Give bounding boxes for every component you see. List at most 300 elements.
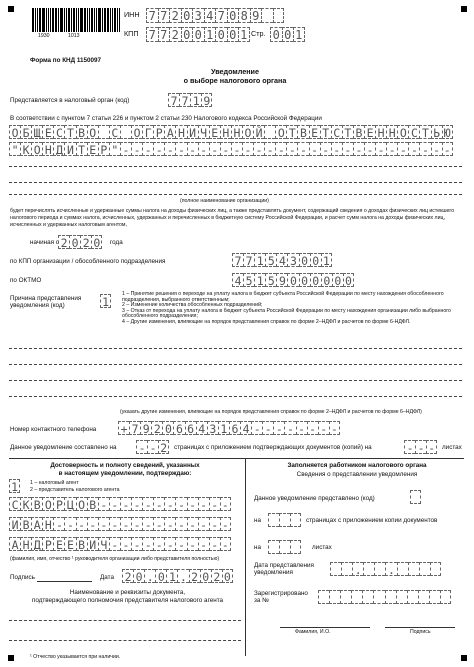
input-cell[interactable]: 1 bbox=[9, 479, 20, 493]
input-cell[interactable]: - bbox=[175, 142, 186, 156]
pages-cells[interactable] bbox=[136, 440, 169, 454]
input-cell[interactable]: 9 bbox=[250, 8, 262, 23]
input-cell[interactable]: - bbox=[87, 517, 98, 531]
input-cell[interactable] bbox=[429, 590, 440, 604]
input-cell[interactable]: 0 bbox=[227, 8, 239, 23]
input-cell[interactable]: - bbox=[342, 142, 353, 156]
input-cell[interactable] bbox=[397, 562, 408, 576]
input-cell[interactable]: 4 bbox=[240, 421, 251, 435]
signer-surname[interactable] bbox=[9, 497, 231, 511]
reason-cell[interactable] bbox=[100, 294, 111, 308]
input-cell[interactable]: - bbox=[142, 142, 153, 156]
input-cell[interactable]: 1 bbox=[321, 253, 332, 267]
input-cell[interactable]: - bbox=[364, 142, 375, 156]
office-pages-cells[interactable] bbox=[268, 513, 301, 527]
input-cell[interactable]: Н bbox=[375, 125, 386, 139]
input-cell[interactable]: Е bbox=[309, 125, 320, 139]
input-cell[interactable]: 1 bbox=[238, 27, 250, 42]
input-cell[interactable]: - bbox=[209, 497, 220, 511]
input-cell[interactable]: - bbox=[251, 421, 262, 435]
input-cell[interactable] bbox=[279, 540, 290, 554]
input-cell[interactable] bbox=[385, 590, 396, 604]
input-cell[interactable]: 0 bbox=[343, 273, 354, 287]
input-cell[interactable]: . bbox=[385, 562, 396, 576]
input-cell[interactable]: 0 bbox=[69, 235, 80, 249]
input-cell[interactable] bbox=[98, 125, 109, 139]
input-cell[interactable]: Е bbox=[53, 537, 64, 551]
other-line-2[interactable] bbox=[9, 364, 462, 365]
input-cell[interactable] bbox=[418, 590, 429, 604]
input-cell[interactable]: 4 bbox=[232, 273, 243, 287]
input-cell[interactable]: 4 bbox=[196, 421, 207, 435]
input-cell[interactable]: 7 bbox=[146, 27, 158, 42]
doc-line-2[interactable] bbox=[9, 640, 241, 641]
input-cell[interactable]: - bbox=[307, 421, 318, 435]
phone-cells[interactable] bbox=[118, 421, 340, 435]
date-cells[interactable] bbox=[122, 569, 233, 583]
input-cell[interactable] bbox=[290, 513, 301, 527]
input-cell[interactable]: А bbox=[9, 537, 20, 551]
input-cell[interactable]: - bbox=[120, 142, 131, 156]
input-cell[interactable]: 1 bbox=[204, 27, 216, 42]
page-label: Стр. bbox=[251, 29, 266, 38]
input-cell[interactable]: - bbox=[131, 497, 142, 511]
input-cell[interactable]: - bbox=[220, 142, 231, 156]
input-cell[interactable]: - bbox=[198, 142, 209, 156]
input-cell[interactable]: - bbox=[76, 517, 87, 531]
input-cell[interactable]: Ц bbox=[64, 497, 75, 511]
input-cell[interactable]: - bbox=[120, 537, 131, 551]
input-cell[interactable]: Е bbox=[87, 142, 98, 156]
input-cell[interactable]: - bbox=[286, 142, 297, 156]
input-cell[interactable]: - bbox=[153, 517, 164, 531]
submitted-code-cell[interactable] bbox=[410, 490, 421, 504]
input-cell[interactable]: - bbox=[164, 517, 175, 531]
signer-patronymic[interactable] bbox=[9, 537, 231, 551]
input-cell[interactable]: 0 bbox=[227, 27, 239, 42]
input-cell[interactable]: Е bbox=[209, 125, 220, 139]
input-cell[interactable]: 1 bbox=[190, 93, 201, 107]
input-cell[interactable]: 7 bbox=[158, 8, 170, 23]
input-cell[interactable]: 9 bbox=[140, 421, 151, 435]
input-cell[interactable]: Д bbox=[31, 537, 42, 551]
input-cell[interactable]: - bbox=[275, 142, 286, 156]
page-cells[interactable] bbox=[270, 27, 305, 42]
other-line-3[interactable] bbox=[9, 380, 462, 381]
input-cell[interactable]: И bbox=[87, 537, 98, 551]
input-cell[interactable]: 0 bbox=[287, 273, 298, 287]
input-cell[interactable]: - bbox=[153, 142, 164, 156]
barcode-bar bbox=[102, 8, 103, 32]
inn-cells[interactable] bbox=[146, 8, 284, 23]
input-cell[interactable]: 1 bbox=[254, 253, 265, 267]
input-cell[interactable]: 1 bbox=[218, 421, 229, 435]
input-cell[interactable]: И bbox=[64, 142, 75, 156]
input-cell[interactable]: - bbox=[353, 142, 364, 156]
input-cell[interactable]: В bbox=[353, 125, 364, 139]
barcode-bar bbox=[73, 8, 75, 32]
input-cell[interactable]: - bbox=[98, 517, 109, 531]
input-cell[interactable]: - bbox=[297, 142, 308, 156]
input-cell[interactable]: - bbox=[419, 142, 430, 156]
attachments-cells[interactable] bbox=[404, 440, 437, 454]
input-cell[interactable]: - bbox=[198, 517, 209, 531]
input-cell[interactable]: 5 bbox=[265, 273, 276, 287]
input-cell[interactable]: - bbox=[404, 440, 415, 454]
org-name-line-5[interactable] bbox=[9, 194, 462, 195]
input-cell[interactable]: - bbox=[309, 142, 320, 156]
input-cell[interactable]: - bbox=[253, 142, 264, 156]
input-cell[interactable] bbox=[120, 125, 131, 139]
input-cell[interactable]: 0 bbox=[310, 273, 321, 287]
input-cell[interactable]: - bbox=[198, 497, 209, 511]
input-cell[interactable]: Н bbox=[386, 125, 397, 139]
input-cell[interactable]: - bbox=[386, 142, 397, 156]
input-cell[interactable]: Р bbox=[53, 497, 64, 511]
input-cell[interactable] bbox=[373, 590, 384, 604]
input-cell[interactable]: 1 bbox=[254, 273, 265, 287]
input-cell[interactable]: 0 bbox=[282, 27, 294, 42]
input-cell[interactable]: - bbox=[109, 497, 120, 511]
input-cell[interactable]: 7 bbox=[158, 27, 170, 42]
input-cell[interactable] bbox=[264, 125, 275, 139]
input-cell[interactable]: Е bbox=[42, 125, 53, 139]
other-line-1[interactable] bbox=[9, 348, 462, 349]
office-signature-field[interactable] bbox=[385, 627, 455, 628]
input-cell[interactable]: - bbox=[120, 497, 131, 511]
input-cell[interactable]: 0 bbox=[91, 235, 102, 249]
input-cell[interactable]: Т bbox=[419, 125, 430, 139]
input-cell[interactable]: 0 bbox=[299, 273, 310, 287]
input-cell[interactable]: 2 bbox=[58, 235, 69, 249]
input-cell[interactable]: 5 bbox=[265, 253, 276, 267]
office-sheets-cells[interactable] bbox=[268, 540, 301, 554]
input-cell[interactable]: - bbox=[209, 537, 220, 551]
input-cell[interactable]: - bbox=[142, 497, 153, 511]
input-cell[interactable] bbox=[410, 490, 421, 504]
input-cell[interactable]: . bbox=[352, 562, 363, 576]
input-cell[interactable]: - bbox=[273, 421, 284, 435]
input-cell[interactable]: Г bbox=[142, 125, 153, 139]
input-cell[interactable]: Т bbox=[76, 142, 87, 156]
input-cell[interactable]: - bbox=[153, 497, 164, 511]
input-cell[interactable]: - bbox=[320, 142, 331, 156]
input-cell[interactable]: - bbox=[264, 142, 275, 156]
other-line-4[interactable] bbox=[9, 396, 462, 397]
oktmo-cells[interactable] bbox=[232, 273, 354, 287]
office-date-cells[interactable] bbox=[330, 562, 441, 576]
input-cell[interactable]: - bbox=[187, 537, 198, 551]
input-cell[interactable]: 3 bbox=[287, 253, 298, 267]
input-cell[interactable] bbox=[351, 590, 362, 604]
input-cell[interactable]: - bbox=[397, 142, 408, 156]
input-cell[interactable]: Р bbox=[42, 537, 53, 551]
input-cell[interactable] bbox=[290, 540, 301, 554]
input-cell[interactable]: - bbox=[98, 497, 109, 511]
barcode-bar bbox=[37, 8, 38, 32]
input-cell[interactable]: С bbox=[331, 125, 342, 139]
input-cell[interactable]: " bbox=[9, 142, 20, 156]
input-cell[interactable]: Т bbox=[64, 125, 75, 139]
input-cell[interactable]: 7 bbox=[129, 421, 140, 435]
org-name-line-1[interactable] bbox=[9, 125, 453, 139]
input-cell[interactable]: - bbox=[209, 517, 220, 531]
input-cell[interactable]: 6 bbox=[229, 421, 240, 435]
input-cell[interactable] bbox=[407, 590, 418, 604]
input-cell[interactable]: - bbox=[131, 537, 142, 551]
org-name-line-2[interactable] bbox=[9, 142, 453, 156]
input-cell[interactable]: А bbox=[31, 517, 42, 531]
input-cell[interactable]: - bbox=[220, 537, 231, 551]
input-cell[interactable] bbox=[363, 562, 374, 576]
input-cell[interactable]: - bbox=[187, 142, 198, 156]
input-cell[interactable]: 3 bbox=[192, 8, 204, 23]
input-cell[interactable]: О bbox=[242, 125, 253, 139]
input-cell[interactable]: В bbox=[87, 497, 98, 511]
input-cell[interactable]: Щ bbox=[31, 125, 42, 139]
input-cell[interactable]: 0 bbox=[215, 27, 227, 42]
input-cell[interactable] bbox=[396, 590, 407, 604]
input-cell[interactable] bbox=[329, 590, 340, 604]
input-cell[interactable]: 0 bbox=[310, 253, 321, 267]
input-cell[interactable]: - bbox=[198, 537, 209, 551]
input-cell[interactable] bbox=[330, 562, 341, 576]
doc-line-1[interactable] bbox=[9, 620, 241, 621]
input-cell[interactable]: 4 bbox=[276, 253, 287, 267]
input-cell[interactable]: - bbox=[175, 497, 186, 511]
input-cell[interactable]: - bbox=[164, 537, 175, 551]
input-cell[interactable]: 7 bbox=[243, 253, 254, 267]
input-cell[interactable]: - bbox=[53, 517, 64, 531]
input-cell[interactable]: 0 bbox=[321, 273, 332, 287]
input-cell[interactable]: Ю bbox=[442, 125, 453, 139]
signature-field[interactable] bbox=[37, 581, 92, 582]
input-cell[interactable]: 8 bbox=[238, 8, 250, 23]
signer-code-cell[interactable] bbox=[9, 479, 20, 493]
input-cell[interactable]: 0 bbox=[270, 27, 282, 42]
input-cell[interactable]: 0 bbox=[332, 273, 343, 287]
input-cell[interactable]: Е bbox=[64, 537, 75, 551]
input-cell[interactable]: 0 bbox=[181, 8, 193, 23]
input-cell[interactable]: Ь bbox=[431, 125, 442, 139]
input-cell[interactable]: О bbox=[42, 497, 53, 511]
input-cell[interactable]: + bbox=[118, 421, 129, 435]
input-cell[interactable] bbox=[440, 590, 451, 604]
input-cell[interactable] bbox=[268, 513, 279, 527]
on-label: на bbox=[254, 517, 261, 524]
input-cell[interactable]: Н bbox=[42, 517, 53, 531]
input-cell[interactable]: Р bbox=[153, 125, 164, 139]
input-cell[interactable]: - bbox=[120, 517, 131, 531]
input-cell[interactable]: В bbox=[20, 517, 31, 531]
input-cell[interactable]: 1 bbox=[100, 294, 111, 308]
input-cell[interactable]: О bbox=[131, 125, 142, 139]
input-cell[interactable]: - bbox=[175, 517, 186, 531]
input-cell[interactable]: К bbox=[20, 497, 31, 511]
input-cell[interactable]: 0 bbox=[200, 569, 211, 583]
input-cell[interactable]: 2 bbox=[80, 235, 91, 249]
input-cell[interactable]: 0 bbox=[192, 27, 204, 42]
input-cell[interactable]: Е bbox=[364, 125, 375, 139]
input-cell[interactable]: Н bbox=[175, 125, 186, 139]
fio-field[interactable] bbox=[280, 627, 370, 628]
input-cell[interactable]: - bbox=[442, 142, 453, 156]
org-name-line-3[interactable] bbox=[9, 166, 462, 167]
year-cells[interactable] bbox=[58, 235, 102, 249]
tax-office-cells[interactable] bbox=[168, 93, 212, 107]
input-cell[interactable]: - bbox=[142, 517, 153, 531]
input-cell[interactable]: К bbox=[20, 142, 31, 156]
input-cell[interactable] bbox=[340, 590, 351, 604]
input-cell[interactable]: 9 bbox=[276, 273, 287, 287]
input-cell[interactable]: И bbox=[187, 125, 198, 139]
input-cell[interactable] bbox=[419, 562, 430, 576]
input-cell[interactable]: В bbox=[31, 497, 42, 511]
input-cell[interactable]: - bbox=[164, 497, 175, 511]
input-cell[interactable]: " bbox=[109, 142, 120, 156]
input-cell[interactable]: Т bbox=[320, 125, 331, 139]
input-cell[interactable]: 7 bbox=[146, 8, 158, 23]
input-cell[interactable]: 7 bbox=[232, 253, 243, 267]
input-cell[interactable]: О bbox=[9, 125, 20, 139]
input-cell[interactable]: - bbox=[318, 421, 329, 435]
input-cell[interactable] bbox=[374, 562, 385, 576]
input-cell[interactable]: Д bbox=[53, 142, 64, 156]
input-cell[interactable]: Й bbox=[253, 125, 264, 139]
input-cell[interactable]: - bbox=[142, 537, 153, 551]
input-cell[interactable]: С bbox=[53, 125, 64, 139]
input-cell[interactable]: - bbox=[231, 142, 242, 156]
input-cell[interactable]: О bbox=[31, 142, 42, 156]
input-cell[interactable] bbox=[268, 540, 279, 554]
input-cell[interactable]: С bbox=[9, 497, 20, 511]
input-cell[interactable] bbox=[279, 513, 290, 527]
input-cell[interactable]: 5 bbox=[243, 273, 254, 287]
input-cell[interactable]: - bbox=[296, 421, 307, 435]
input-cell[interactable] bbox=[261, 8, 273, 23]
input-cell[interactable]: 2 bbox=[158, 440, 169, 454]
input-cell[interactable]: 4 bbox=[204, 8, 216, 23]
input-cell[interactable]: В bbox=[297, 125, 308, 139]
input-cell[interactable]: 2 bbox=[122, 569, 133, 583]
office-date-label: Дата представления уведомления bbox=[254, 562, 314, 577]
input-cell[interactable]: В bbox=[76, 125, 87, 139]
input-cell[interactable]: 7 bbox=[179, 93, 190, 107]
input-cell[interactable]: О bbox=[87, 125, 98, 139]
input-cell[interactable]: - bbox=[109, 517, 120, 531]
input-cell[interactable]: 1 bbox=[293, 27, 305, 42]
input-cell[interactable]: 0 bbox=[162, 421, 173, 435]
org-name-line-4[interactable] bbox=[9, 182, 462, 183]
kpp-cells[interactable] bbox=[146, 27, 250, 42]
input-cell[interactable]: Т bbox=[286, 125, 297, 139]
input-cell[interactable]: 9 bbox=[201, 93, 212, 107]
input-cell[interactable]: 6 bbox=[173, 421, 184, 435]
input-cell[interactable]: 7 bbox=[215, 8, 227, 23]
input-cell[interactable]: - bbox=[153, 537, 164, 551]
input-cell[interactable]: 2 bbox=[151, 421, 162, 435]
input-cell[interactable]: Н bbox=[231, 125, 242, 139]
input-cell[interactable]: С bbox=[109, 125, 120, 139]
input-cell[interactable]: - bbox=[187, 497, 198, 511]
input-cell[interactable]: Ч bbox=[98, 537, 109, 551]
input-cell[interactable]: Н bbox=[20, 537, 31, 551]
input-cell[interactable]: 1 bbox=[166, 569, 177, 583]
input-cell[interactable]: - bbox=[329, 421, 340, 435]
input-cell[interactable]: - bbox=[131, 517, 142, 531]
input-cell[interactable]: - bbox=[220, 497, 231, 511]
input-cell[interactable]: 0 bbox=[299, 253, 310, 267]
input-cell[interactable]: - bbox=[408, 142, 419, 156]
input-cell[interactable]: 6 bbox=[185, 421, 196, 435]
input-cell[interactable]: С bbox=[408, 125, 419, 139]
registered-cells[interactable] bbox=[318, 590, 451, 604]
input-cell[interactable]: - bbox=[175, 537, 186, 551]
input-cell[interactable]: Б bbox=[20, 125, 31, 139]
input-cell[interactable]: - bbox=[109, 537, 120, 551]
input-cell[interactable]: Р bbox=[98, 142, 109, 156]
input-cell[interactable]: - bbox=[64, 517, 75, 531]
input-cell[interactable]: . bbox=[144, 569, 155, 583]
input-cell[interactable]: 2 bbox=[169, 27, 181, 42]
input-cell[interactable]: 0 bbox=[133, 569, 144, 583]
input-cell[interactable]: Ч bbox=[198, 125, 209, 139]
input-cell[interactable] bbox=[430, 562, 441, 576]
input-cell[interactable]: А bbox=[164, 125, 175, 139]
input-cell[interactable]: - bbox=[284, 421, 295, 435]
input-cell[interactable]: 3 bbox=[207, 421, 218, 435]
input-cell[interactable]: Т bbox=[342, 125, 353, 139]
input-cell[interactable]: Н bbox=[220, 125, 231, 139]
input-cell[interactable]: 2 bbox=[169, 8, 181, 23]
input-cell[interactable]: - bbox=[426, 440, 437, 454]
input-cell[interactable]: - bbox=[131, 142, 142, 156]
input-cell[interactable]: И bbox=[9, 517, 20, 531]
input-cell[interactable]: В bbox=[76, 537, 87, 551]
input-cell[interactable] bbox=[408, 562, 419, 576]
input-cell[interactable]: . bbox=[177, 569, 188, 583]
input-cell[interactable] bbox=[318, 590, 329, 604]
input-cell[interactable]: 0 bbox=[181, 27, 193, 42]
kpp-sub-cells[interactable] bbox=[232, 253, 332, 267]
input-cell[interactable]: 2 bbox=[189, 569, 200, 583]
input-cell[interactable]: - bbox=[415, 440, 426, 454]
input-cell[interactable]: 0 bbox=[222, 569, 233, 583]
input-cell[interactable] bbox=[273, 8, 285, 23]
input-cell[interactable]: - bbox=[431, 142, 442, 156]
input-cell[interactable]: - bbox=[220, 517, 231, 531]
input-cell[interactable]: 2 bbox=[211, 569, 222, 583]
input-cell[interactable]: О bbox=[76, 497, 87, 511]
input-cell[interactable]: О bbox=[275, 125, 286, 139]
input-cell[interactable] bbox=[341, 562, 352, 576]
input-cell[interactable]: - bbox=[147, 440, 158, 454]
input-cell[interactable]: - bbox=[375, 142, 386, 156]
input-cell[interactable]: - bbox=[164, 142, 175, 156]
input-cell[interactable]: О bbox=[397, 125, 408, 139]
input-cell[interactable]: 7 bbox=[168, 93, 179, 107]
signer-name[interactable] bbox=[9, 517, 231, 531]
input-cell[interactable]: 0 bbox=[155, 569, 166, 583]
input-cell[interactable]: - bbox=[262, 421, 273, 435]
input-cell[interactable]: - bbox=[331, 142, 342, 156]
input-cell[interactable]: Н bbox=[42, 142, 53, 156]
input-cell[interactable]: - bbox=[242, 142, 253, 156]
input-cell[interactable]: - bbox=[209, 142, 220, 156]
input-cell[interactable] bbox=[362, 590, 373, 604]
input-cell[interactable]: - bbox=[187, 517, 198, 531]
input-cell[interactable]: - bbox=[136, 440, 147, 454]
